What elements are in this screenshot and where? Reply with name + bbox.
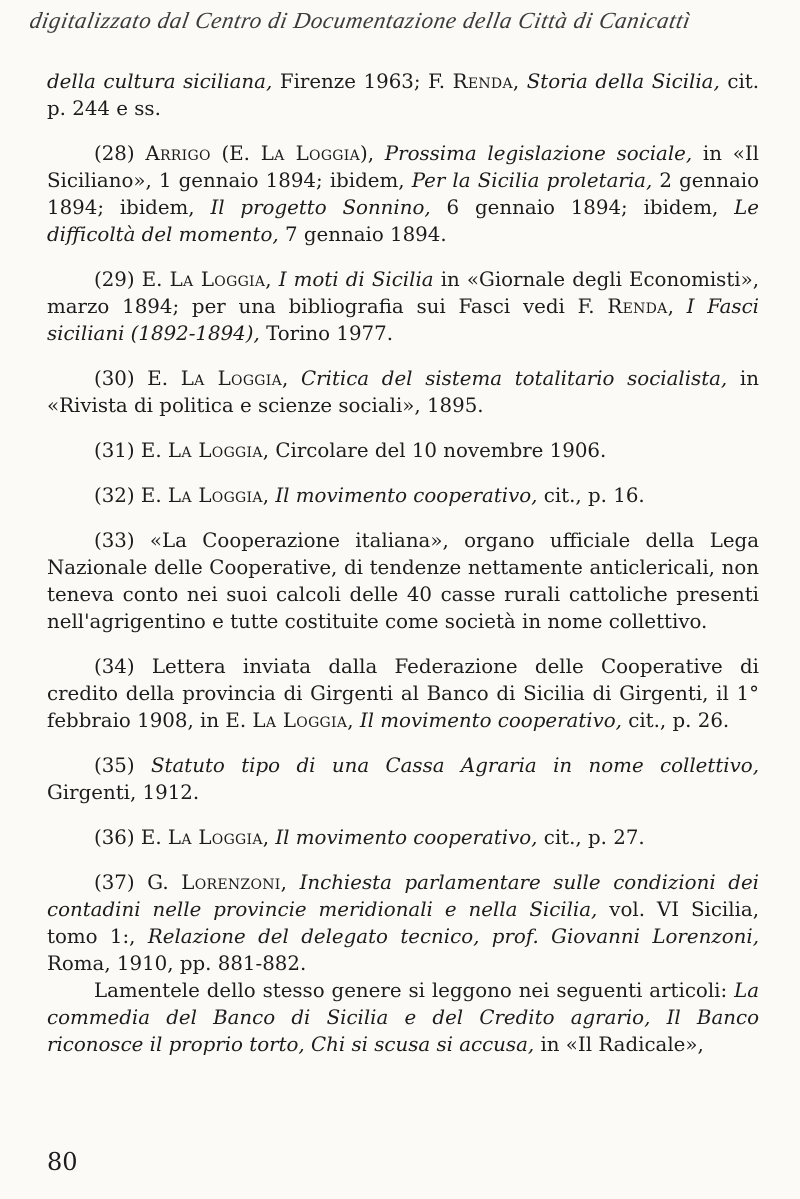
author-name: La Loggia (167, 439, 263, 462)
italic-title: Il movimento cooperativo, (275, 826, 538, 849)
note-text: vol. VI Sicilia, tomo 1:, (47, 898, 759, 948)
note-text: in «Il Radicale», (534, 1033, 704, 1056)
note-text: Lamentele dello stesso genere si leggono nei seguenti articoli: (94, 979, 735, 1002)
footnote-34 (47, 653, 759, 734)
italic-title: Il progetto Sonnino, (210, 196, 431, 219)
footnote-36 (47, 824, 759, 851)
footnote-continuation (47, 68, 759, 122)
note-text: , Circolare del 10 novembre 1906. (262, 439, 607, 462)
note-text: , (512, 70, 527, 93)
note-text: in «Il Siciliano», 1 gennaio 1894; ibidem, (47, 142, 759, 192)
author-name: Lorenzoni (181, 871, 281, 894)
note-text: Roma, 1910, pp. 881-882. (47, 952, 307, 975)
note-text: cit. p. 244 e ss. (47, 70, 760, 120)
footnote-33 (47, 527, 759, 635)
author-name: La Loggia (260, 142, 361, 165)
italic-title: della cultura siciliana, (47, 70, 273, 93)
note-text: Firenze 1963; F. (272, 70, 453, 93)
note-text: (35) (94, 754, 151, 777)
note-text: cit., p. 26. (621, 709, 730, 732)
italic-title: La commedia del Banco di Sicilia e del Credito agrario, Il Banco riconosce il proprio torto, Chi si scusa si accusa, (47, 979, 759, 1056)
author-name: Renda (452, 70, 513, 93)
note-text: Girgenti, 1912. (47, 781, 200, 804)
note-text: , (667, 295, 687, 318)
note-text: in «Rivista di politica e scienze sociali», 1895. (47, 367, 760, 417)
italic-title: Inchiesta parlamentare sulle condizioni dei contadini nelle provincie meridionali e nella Sicilia, (47, 871, 759, 921)
note-text: (31) E. (94, 439, 168, 462)
note-text: (33) «La Cooperazione italiana», organo ufficiale della Lega Nazionale delle Cooperative, di tendenze nettamente anticlericali, non teneva conto nei suoi calcoli delle 40 casse rurali cattoliche presenti nell'agrigentino e tutte costituite come società in nome collettivo. (47, 529, 759, 633)
note-text: (28) (94, 142, 146, 165)
footnote-35 (47, 752, 759, 806)
footnote-32 (47, 482, 759, 509)
italic-title: Per la Sicilia proletaria, (411, 169, 653, 192)
note-text: 2 gennaio 1894; ibidem, (47, 169, 760, 219)
note-text: (32) E. (94, 484, 168, 507)
note-text: (34) Lettera inviata dalla Federazione delle Cooperative di credito della provincia di Girgenti al Banco di Sicilia di Girgenti, il 1° febbraio 1908, in E. (47, 655, 759, 732)
footnote-28 (47, 140, 759, 248)
author-name: La Loggia (167, 484, 263, 507)
italic-title: Storia della Sicilia, (526, 70, 720, 93)
italic-title: I Fasci siciliani (1892-1894), (47, 295, 759, 345)
note-text: in «Giornale degli Economisti», marzo 1894; per una bibliografia sui Fasci vedi F. (47, 268, 760, 318)
note-text: cit., p. 16. (537, 484, 645, 507)
page-number: 80 (47, 1148, 78, 1176)
note-text: , (282, 367, 302, 390)
author-name: La Loggia (252, 709, 348, 732)
digitization-watermark: digitalizzato dal Centro di Documentazione della Città di Canicattì (27, 8, 693, 33)
footnote-30 (47, 365, 759, 419)
italic-title: Statuto tipo di una Cassa Agraria in nome collettivo, (151, 754, 759, 777)
note-text: (30) E. (94, 367, 181, 390)
note-text: cit., p. 27. (537, 826, 645, 849)
author-name: Arrigo (145, 142, 211, 165)
note-text: (E. (210, 142, 261, 165)
italic-title: Il movimento cooperativo, (275, 484, 538, 507)
footnote-37-continued (47, 977, 759, 1058)
note-text: 7 gennaio 1894. (278, 223, 447, 246)
note-text: , (280, 871, 300, 894)
note-text: , (347, 709, 360, 732)
italic-title: Relazione del delegato tecnico, prof. Giovanni Lorenzoni, (147, 925, 759, 948)
italic-title: Il movimento cooperativo, (359, 709, 622, 732)
italic-title: Le difficoltà del momento, (47, 196, 759, 246)
note-text: (37) G. (94, 871, 182, 894)
note-text: , (265, 268, 279, 291)
note-text: (29) E. (94, 268, 170, 291)
note-text: ), (360, 142, 385, 165)
note-text: (36) E. (94, 826, 168, 849)
author-name: La Loggia (169, 268, 266, 291)
italic-title: I moti di Sicilia (278, 268, 434, 291)
author-name: La Loggia (180, 367, 283, 390)
author-name: Renda (607, 295, 668, 318)
italic-title: Critica del sistema totalitario socialista, (301, 367, 728, 390)
note-text: , (262, 484, 276, 507)
footnote-29 (47, 266, 759, 347)
note-text: , (262, 826, 276, 849)
footnote-31 (47, 437, 759, 464)
note-text: Torino 1977. (259, 322, 393, 345)
italic-title: Prossima legislazione sociale, (384, 142, 693, 165)
footnotes-body (47, 68, 759, 1076)
note-text: 6 gennaio 1894; ibidem, (430, 196, 735, 219)
author-name: La Loggia (167, 826, 263, 849)
footnote-37 (47, 869, 759, 977)
